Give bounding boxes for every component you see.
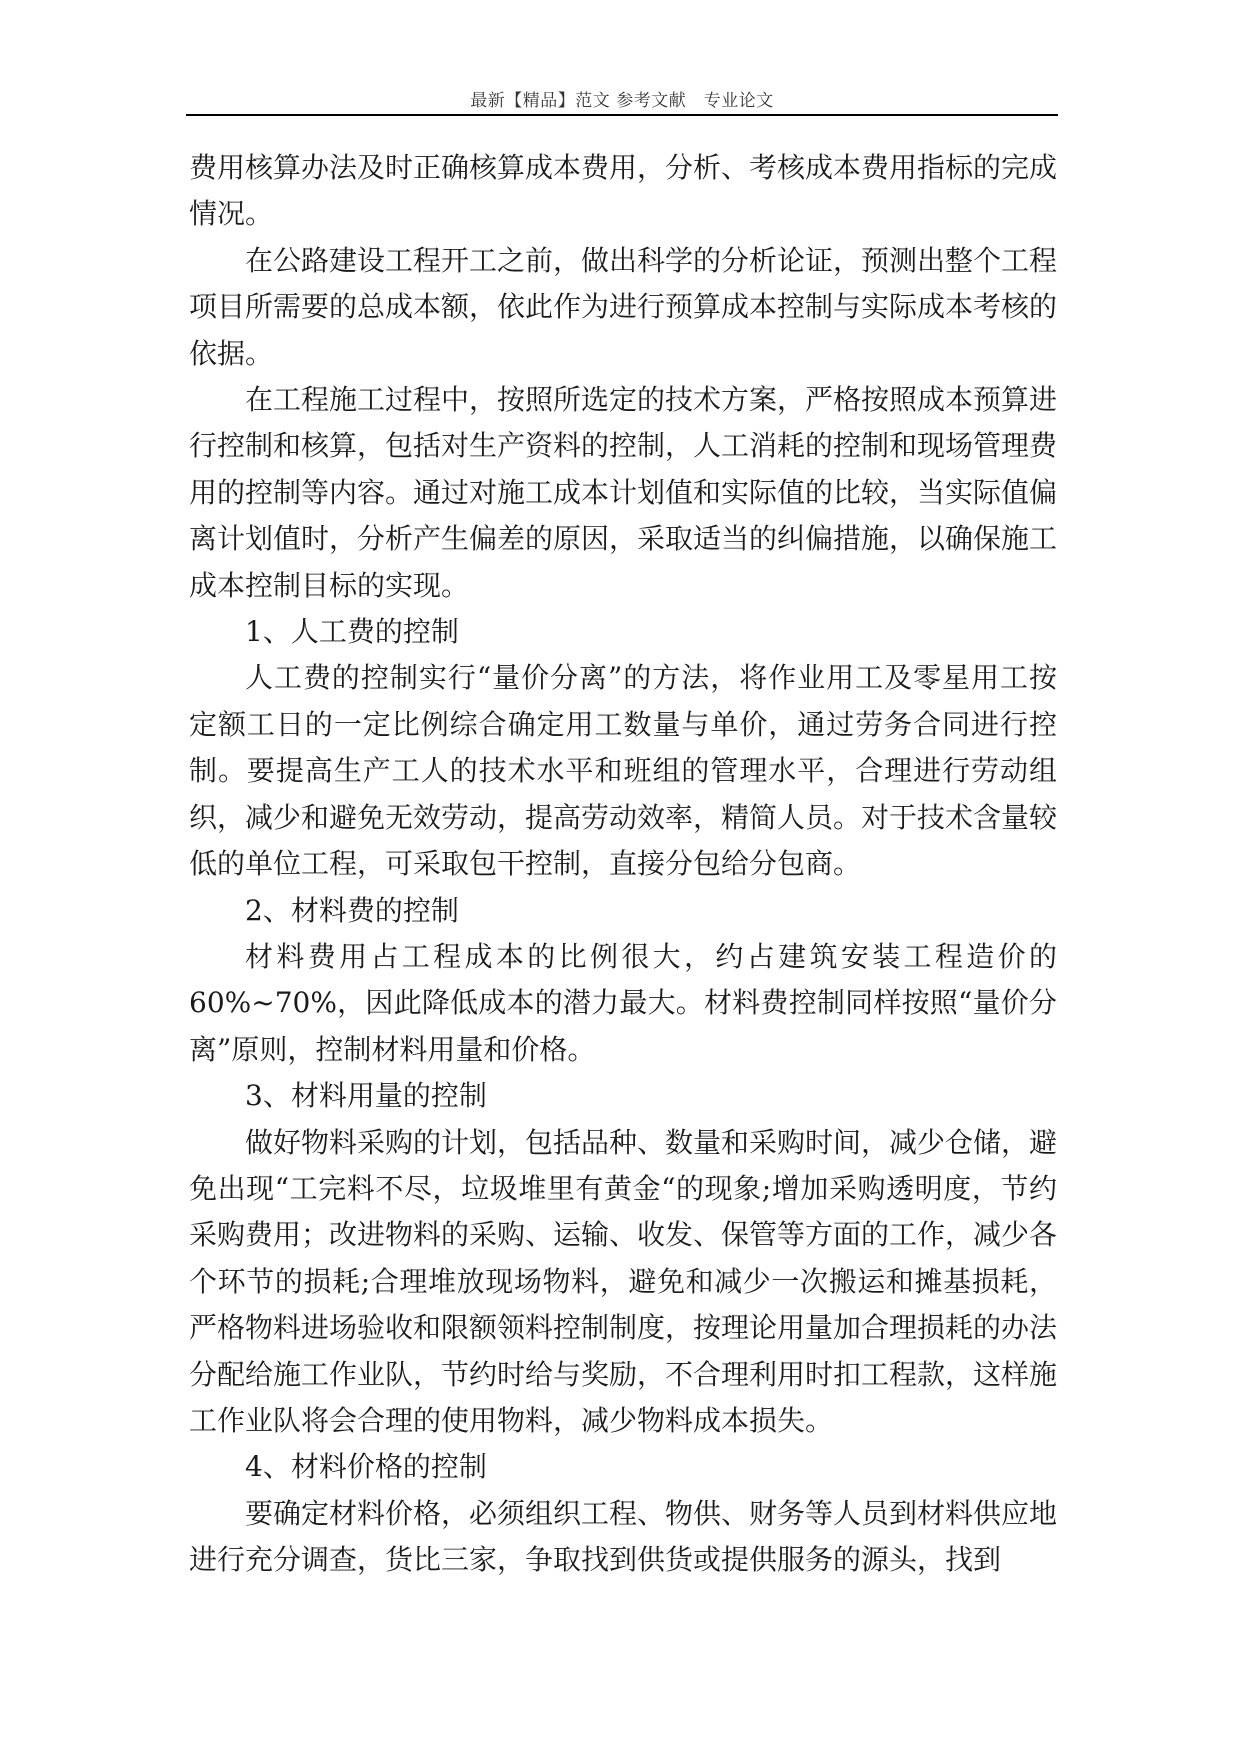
paragraph: 人工费的控制实行“量价分离”的方法，将作业用工及零星用工按定额工日的一定比例综合确定用工数量与单价，通过劳务合同进行控制。要提高生产工人的技术水平和班组的管理水平，合理进行劳动组织，减少和避免无效劳动，提高劳动效率，精简人员。对于技术含量较低的单位工程，可采取包干控制，直接分包给分包商。: [189, 661, 1058, 881]
section-heading: 1、人工费的控制: [245, 615, 459, 649]
section-heading: 2、材料费的控制: [245, 893, 459, 927]
paragraph: 要确定材料价格，必须组织工程、物供、财务等人员到材料供应地进行充分调查，货比三家，争取找到供货或提供服务的源头，找到: [189, 1496, 1058, 1577]
document-body: [189, 145, 1057, 1584]
header-divider: [186, 114, 1058, 116]
page-header: 最新【精品】范文 参考文献 专业论文: [470, 91, 774, 111]
paragraph: 做好物料采购的计划，包括品种、数量和采购时间，减少仓储，避免出现“工完料不尽，垃圾堆里有黄金“的现象;增加采购透明度，节约采购费用；改进物料的采购、运输、收发、保管等方面的工作，减少各个环节的损耗;合理堆放现场物料，避免和减少一次搬运和摊基损耗，严格物料进场验收和限额领料控制制度，按理论用量加合理损耗的办法分配给施工作业队，节约时给与奖励，不合理利用时扣工程款，这样施工作业队将会合理的使用物料，减少物料成本损失。: [189, 1125, 1058, 1437]
paragraph: 材料费用占工程成本的比例很大，约占建筑安装工程造价的60%~70%，因此降低成本的潜力最大。材料费控制同样按照“量价分离”原则，控制材料用量和价格。: [189, 939, 1057, 1066]
section-heading: 3、材料用量的控制: [245, 1079, 487, 1113]
paragraph: 在公路建设工程开工之前，做出科学的分析论证，预测出整个工程项目所需要的总成本额，依此作为进行预算成本控制与实际成本考核的依据。: [189, 243, 1058, 370]
paragraph: 在工程施工过程中，按照所选定的技术方案，严格按照成本预算进行控制和核算，包括对生产资料的控制，人工消耗的控制和现场管理费用的控制等内容。通过对施工成本计划值和实际值的比较，当实际值偏离计划值时，分析产生偏差的原因，采取适当的纠偏措施，以确保施工成本控制目标的实现。: [189, 383, 1058, 602]
section-heading: 4、材料价格的控制: [245, 1450, 487, 1484]
paragraph-continuation: 费用核算办法及时正确核算成本费用，分析、考核成本费用指标的完成情况。: [189, 151, 1058, 231]
